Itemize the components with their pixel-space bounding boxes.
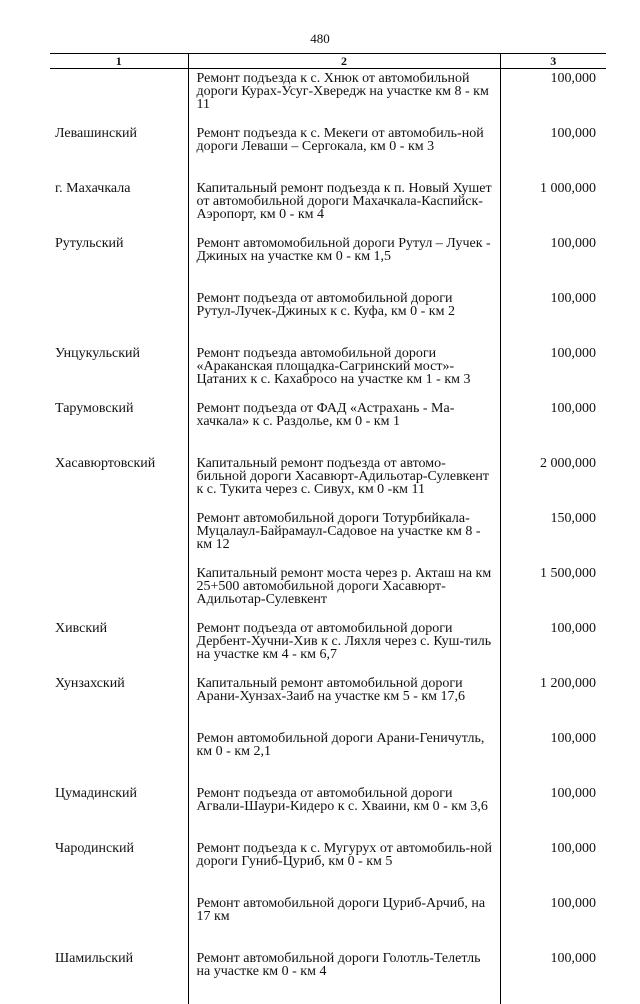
district-cell <box>50 729 188 784</box>
table-row <box>50 839 606 894</box>
table-row <box>50 179 606 234</box>
table-row <box>50 894 606 949</box>
table-row <box>50 124 606 179</box>
amount-cell: 100,000 <box>550 841 596 856</box>
work-description-cell: Ремонт подъезда автомобильной дороги «Араканская площадка-Сагринский мост»-Цатаних к с. Кахабросо на участке км 1 - км 3 <box>188 344 500 399</box>
funding-table <box>50 53 606 1004</box>
amount-cell: 100,000 <box>550 71 596 86</box>
amount-cell: 100,000 <box>550 346 596 361</box>
work-description-cell: Ремонт подъезда от ФАД «Астрахань - Ма-хачкала» к с. Раздолье, км 0 - км 1 <box>188 399 500 454</box>
table-header-row <box>50 54 606 69</box>
column-header-3: 3 <box>500 54 606 69</box>
district-cell <box>50 69 188 125</box>
column-header-2: 2 <box>188 54 500 69</box>
amount-cell: 100,000 <box>550 896 596 911</box>
table-row <box>50 234 606 289</box>
amount-cell: 100,000 <box>550 621 596 636</box>
district-cell: Шамильский <box>55 951 134 966</box>
district-cell: Левашинский <box>55 126 138 141</box>
work-description-cell: Ремонт автомомобильной дороги Рутул – Лучек - Джиных на участке км 0 - км 1,5 <box>188 234 500 289</box>
work-description-cell: Ремонт подъезда к с. Мугурух от автомобиль-ной дороги Гуниб-Цуриб, км 0 - км 5 <box>188 839 500 894</box>
table-row <box>50 619 606 674</box>
amount-cell: 1 000,000 <box>540 181 596 196</box>
amount-cell: 1 500,000 <box>540 566 596 581</box>
work-description-cell: Ремонт автомобильной дороги Цуриб-Арчиб, на 17 км <box>188 894 500 949</box>
work-description-cell: Ремонт автомобильной дороги Голотль-Телетль на участке км 0 - км 4 <box>188 949 500 1004</box>
amount-cell: 100,000 <box>550 731 596 746</box>
table-row <box>50 69 606 125</box>
work-description-cell: Ремонт подъезда от автомобильной дороги Дербент-Хучни-Хив к с. Ляхля через с. Куш-тиль на участке км 4 - км 6,7 <box>188 619 500 674</box>
work-description-cell: Ремонт подъезда от автомобильной дороги Рутул-Лучек-Джиных к с. Куфа, км 0 - км 2 <box>188 289 500 344</box>
table-row <box>50 399 606 454</box>
amount-cell: 150,000 <box>550 511 596 526</box>
amount-cell: 100,000 <box>550 291 596 306</box>
table-row <box>50 564 606 619</box>
table-row <box>50 729 606 784</box>
work-description-cell: Капитальный ремонт подъезда от автомо-бильной дороги Хасавюрт-Адильотар-Сулевкент к с. Тукита через с. Сивух, км 0 -км 11 <box>188 454 500 509</box>
amount-cell: 1 200,000 <box>540 676 596 691</box>
table-row <box>50 344 606 399</box>
district-cell: Чародинский <box>55 841 135 856</box>
work-description-cell: Капитальный ремонт моста через р. Акташ на км 25+500 автомобильной дороги Хасавюрт-Адильотар-Сулевкент <box>188 564 500 619</box>
page-number: 480 <box>310 31 330 46</box>
district-cell: Тарумовский <box>55 401 134 416</box>
district-cell <box>50 509 188 564</box>
table-row <box>50 454 606 509</box>
column-header-1: 1 <box>50 54 188 69</box>
district-cell: Хасавюртовский <box>55 456 156 471</box>
district-cell: Цумадинский <box>55 786 138 801</box>
amount-cell: 100,000 <box>550 401 596 416</box>
table-row <box>50 674 606 729</box>
amount-cell: 100,000 <box>550 951 596 966</box>
work-description-cell: Ремонт подъезда от автомобильной дороги Агвали-Шаури-Кидеро к с. Хваини, км 0 - км 3,6 <box>188 784 500 839</box>
work-description-cell: Ремонт подъезда к с. Хнюк от автомобильной дороги Курах-Усуг-Хвередж на участке км 8 - км 11 <box>188 69 500 125</box>
table-row <box>50 949 606 1004</box>
district-cell: Хивский <box>55 621 108 636</box>
amount-cell: 100,000 <box>550 236 596 251</box>
amount-cell: 100,000 <box>550 126 596 141</box>
amount-cell: 2 000,000 <box>540 456 596 471</box>
district-cell: Хунзахский <box>55 676 125 691</box>
table-row <box>50 289 606 344</box>
district-cell: Рутульский <box>55 236 124 251</box>
district-cell: Унцукульский <box>55 346 141 361</box>
table-row <box>50 509 606 564</box>
work-description-cell: Капитальный ремонт автомобильной дороги Арани-Хунзах-Заиб на участке км 5 - км 17,6 <box>188 674 500 729</box>
work-description-cell: Капитальный ремонт подъезда к п. Новый Хушет от автомобильной дороги Махачкала-Каспийск-Аэропорт, км 0 - км 4 <box>188 179 500 234</box>
district-cell: г. Махачкала <box>55 181 131 196</box>
table-row <box>50 784 606 839</box>
amount-cell: 100,000 <box>550 786 596 801</box>
work-description-cell: Ремон автомобильной дороги Арани-Геничутль, км 0 - км 2,1 <box>188 729 500 784</box>
district-cell <box>50 894 188 949</box>
district-cell <box>50 564 188 619</box>
work-description-cell: Ремонт подъезда к с. Мекеги от автомобиль-ной дороги Леваши – Сергокала, км 0 - км 3 <box>188 124 500 179</box>
district-cell <box>50 289 188 344</box>
work-description-cell: Ремонт автомобильной дороги Тотурбийкала-Муцалаул-Байрамаул-Садовое на участке км 8 - км 12 <box>188 509 500 564</box>
